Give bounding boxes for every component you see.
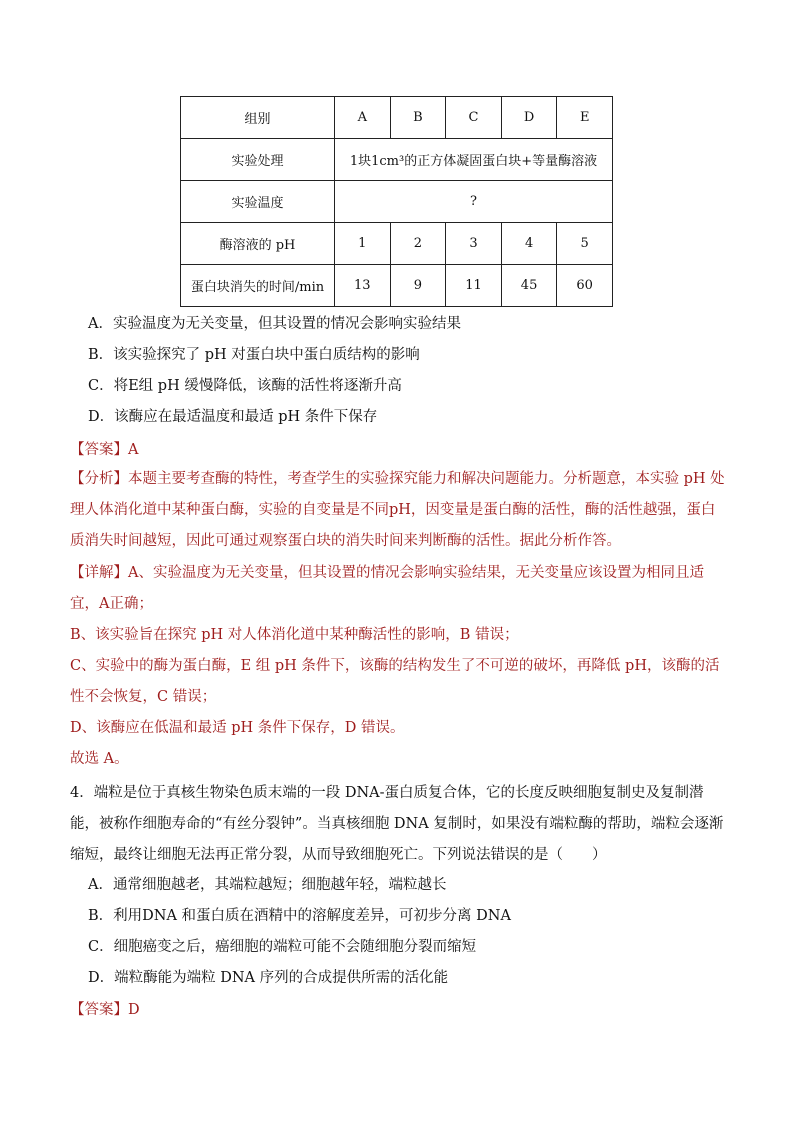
time-cell: 45 — [501, 265, 557, 307]
answer-value: A — [128, 442, 139, 458]
q3-detail-c: C、实验中的酶为蛋白酶，E 组 pH 条件下，该酶的结构发生了不可逆的破坏，再降低 pH，该酶的活性不会恢复，C 错误； — [70, 658, 720, 705]
q3-option-d: D．该酶应在最适温度和最适 pH 条件下保存 — [88, 409, 378, 425]
q3-answer — [70, 440, 730, 460]
answer-tag: 【答案】 — [70, 442, 128, 458]
analysis-tag: 【分析】 — [70, 471, 128, 487]
q4-option-d: D．端粒酶能为端粒 DNA 序列的合成提供所需的活化能 — [88, 970, 449, 986]
ph-cell: 1 — [335, 223, 391, 265]
analysis-text: 本题主要考查酶的特性，考查学生的实验探究能力和解决问题能力。分析题意，本实验 pH 处理人体消化道中某种蛋白酶，实验的自变量是不同pH，因变量是蛋白酶的活性，酶的活性越强，蛋白质消失时间越短，因此可通过观察蛋白块的消失时间来判断酶的活性。据此分析作答。 — [70, 471, 725, 549]
q4-option-c: C．细胞癌变之后，癌细胞的端粒可能不会随细胞分裂而缩短 — [88, 939, 477, 955]
q3-option-c: C．将E组 pH 缓慢降低，该酶的活性将逐渐升高 — [88, 378, 402, 394]
group-cell: A — [335, 97, 391, 139]
q3-detail-d: D、该酶应在低温和最适 pH 条件下保存，D 错误。 — [70, 720, 405, 736]
ph-cell: 5 — [557, 223, 613, 265]
group-cell: D — [501, 97, 557, 139]
time-label: 蛋白块消失的时间/min — [181, 265, 335, 307]
answer-tag: 【答案】 — [70, 1002, 128, 1018]
detail-tag: 【详解】 — [70, 565, 128, 581]
table-row — [181, 97, 613, 139]
q3-detail-a — [70, 558, 725, 620]
group-cell: E — [557, 97, 613, 139]
table-row — [181, 265, 613, 307]
ph-label: 酶溶液的 pH — [181, 223, 335, 265]
group-cell: B — [390, 97, 446, 139]
ph-cell: 2 — [390, 223, 446, 265]
q3-analysis — [70, 464, 725, 557]
time-cell: 60 — [557, 265, 613, 307]
q4-stem: 4．端粒是位于真核生物染色质末端的一段 DNA-蛋白质复合体，它的长度反映细胞复制史及复制潜能，被称作细胞寿命的“有丝分裂钟”。当真核细胞 DNA 复制时，如果没有端粒酶的帮助，端粒会逐渐缩短，最终让细胞无法再正常分裂，从而导致细胞死亡。下列说法错误的是（ ） — [70, 785, 724, 863]
q4-option-a: A．通常细胞越老，其端粒越短；细胞越年轻，端粒越长 — [88, 877, 447, 893]
q4-option-b: B．利用DNA 和蛋白质在酒精中的溶解度差异，可初步分离 DNA — [88, 908, 511, 924]
group-header-label: 组别 — [181, 97, 335, 139]
experiment-table — [180, 96, 613, 307]
q3-option-a: A．实验温度为无关变量，但其设置的情况会影响实验结果 — [88, 316, 461, 332]
table-row — [181, 223, 613, 265]
table-row — [181, 181, 613, 223]
treatment-value: 1块1cm³的正方体凝固蛋白块+等量酶溶液 — [335, 139, 613, 181]
group-cell: C — [446, 97, 502, 139]
time-cell: 11 — [446, 265, 502, 307]
q3-conclusion: 故选 A。 — [70, 751, 129, 767]
table-row — [181, 139, 613, 181]
ph-cell: 3 — [446, 223, 502, 265]
q3-option-b: B．该实验探究了 pH 对蛋白块中蛋白质结构的影响 — [88, 347, 420, 363]
temperature-value: ? — [335, 181, 613, 223]
q3-detail-b: B、该实验旨在探究 pH 对人体消化道中某种酶活性的影响，B 错误； — [70, 627, 519, 643]
treatment-label: 实验处理 — [181, 139, 335, 181]
detail-a-text: A、实验温度为无关变量，但其设置的情况会影响实验结果，无关变量应该设置为相同且适宜，A正确； — [70, 565, 704, 612]
answer-value: D — [128, 1002, 140, 1018]
ph-cell: 4 — [501, 223, 557, 265]
q4-answer — [70, 1000, 730, 1020]
temperature-label: 实验温度 — [181, 181, 335, 223]
time-cell: 9 — [390, 265, 446, 307]
time-cell: 13 — [335, 265, 391, 307]
